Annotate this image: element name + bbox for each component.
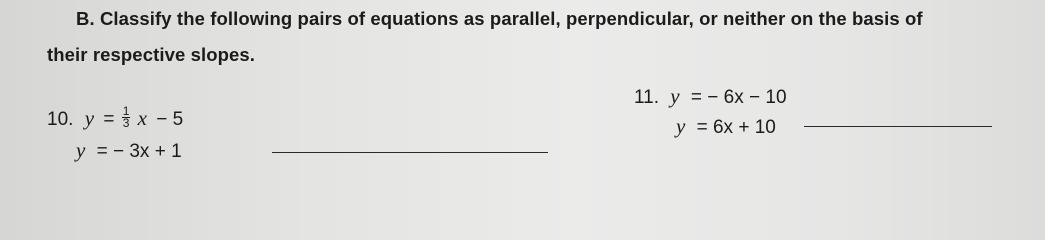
variable-y: y bbox=[84, 106, 95, 130]
instruction-line-2: their respective slopes. bbox=[47, 44, 256, 65]
item-number: 10. bbox=[47, 109, 74, 130]
equation-rest: = − 3x + 1 bbox=[96, 141, 182, 162]
item-11-equation-1 bbox=[634, 84, 787, 109]
variable-x: x bbox=[137, 106, 147, 130]
fraction-denominator: 3 bbox=[122, 116, 130, 131]
item-number: 11. bbox=[634, 87, 660, 108]
fraction-numerator: 1 bbox=[122, 104, 130, 119]
variable-y: y bbox=[76, 138, 86, 162]
item-10-answer-blank[interactable] bbox=[272, 152, 548, 153]
item-10-equation-1 bbox=[47, 106, 183, 131]
item-11-answer-blank[interactable] bbox=[804, 126, 992, 127]
variable-y: y bbox=[670, 84, 680, 108]
equation-rest: = − 6x − 10 bbox=[690, 87, 787, 108]
variable-y: y bbox=[676, 114, 686, 138]
instruction-line-1: B. Classify the following pairs of equations as parallel, perpendicular, or neither on the basis of bbox=[76, 8, 923, 29]
item-11-equation-2 bbox=[676, 114, 776, 139]
equation-rest: − 5 bbox=[156, 109, 184, 130]
fraction bbox=[122, 106, 131, 129]
item-10-equation-2 bbox=[76, 138, 182, 163]
equation-rest: = 6x + 10 bbox=[696, 117, 776, 138]
equals-sign: = bbox=[103, 109, 115, 130]
